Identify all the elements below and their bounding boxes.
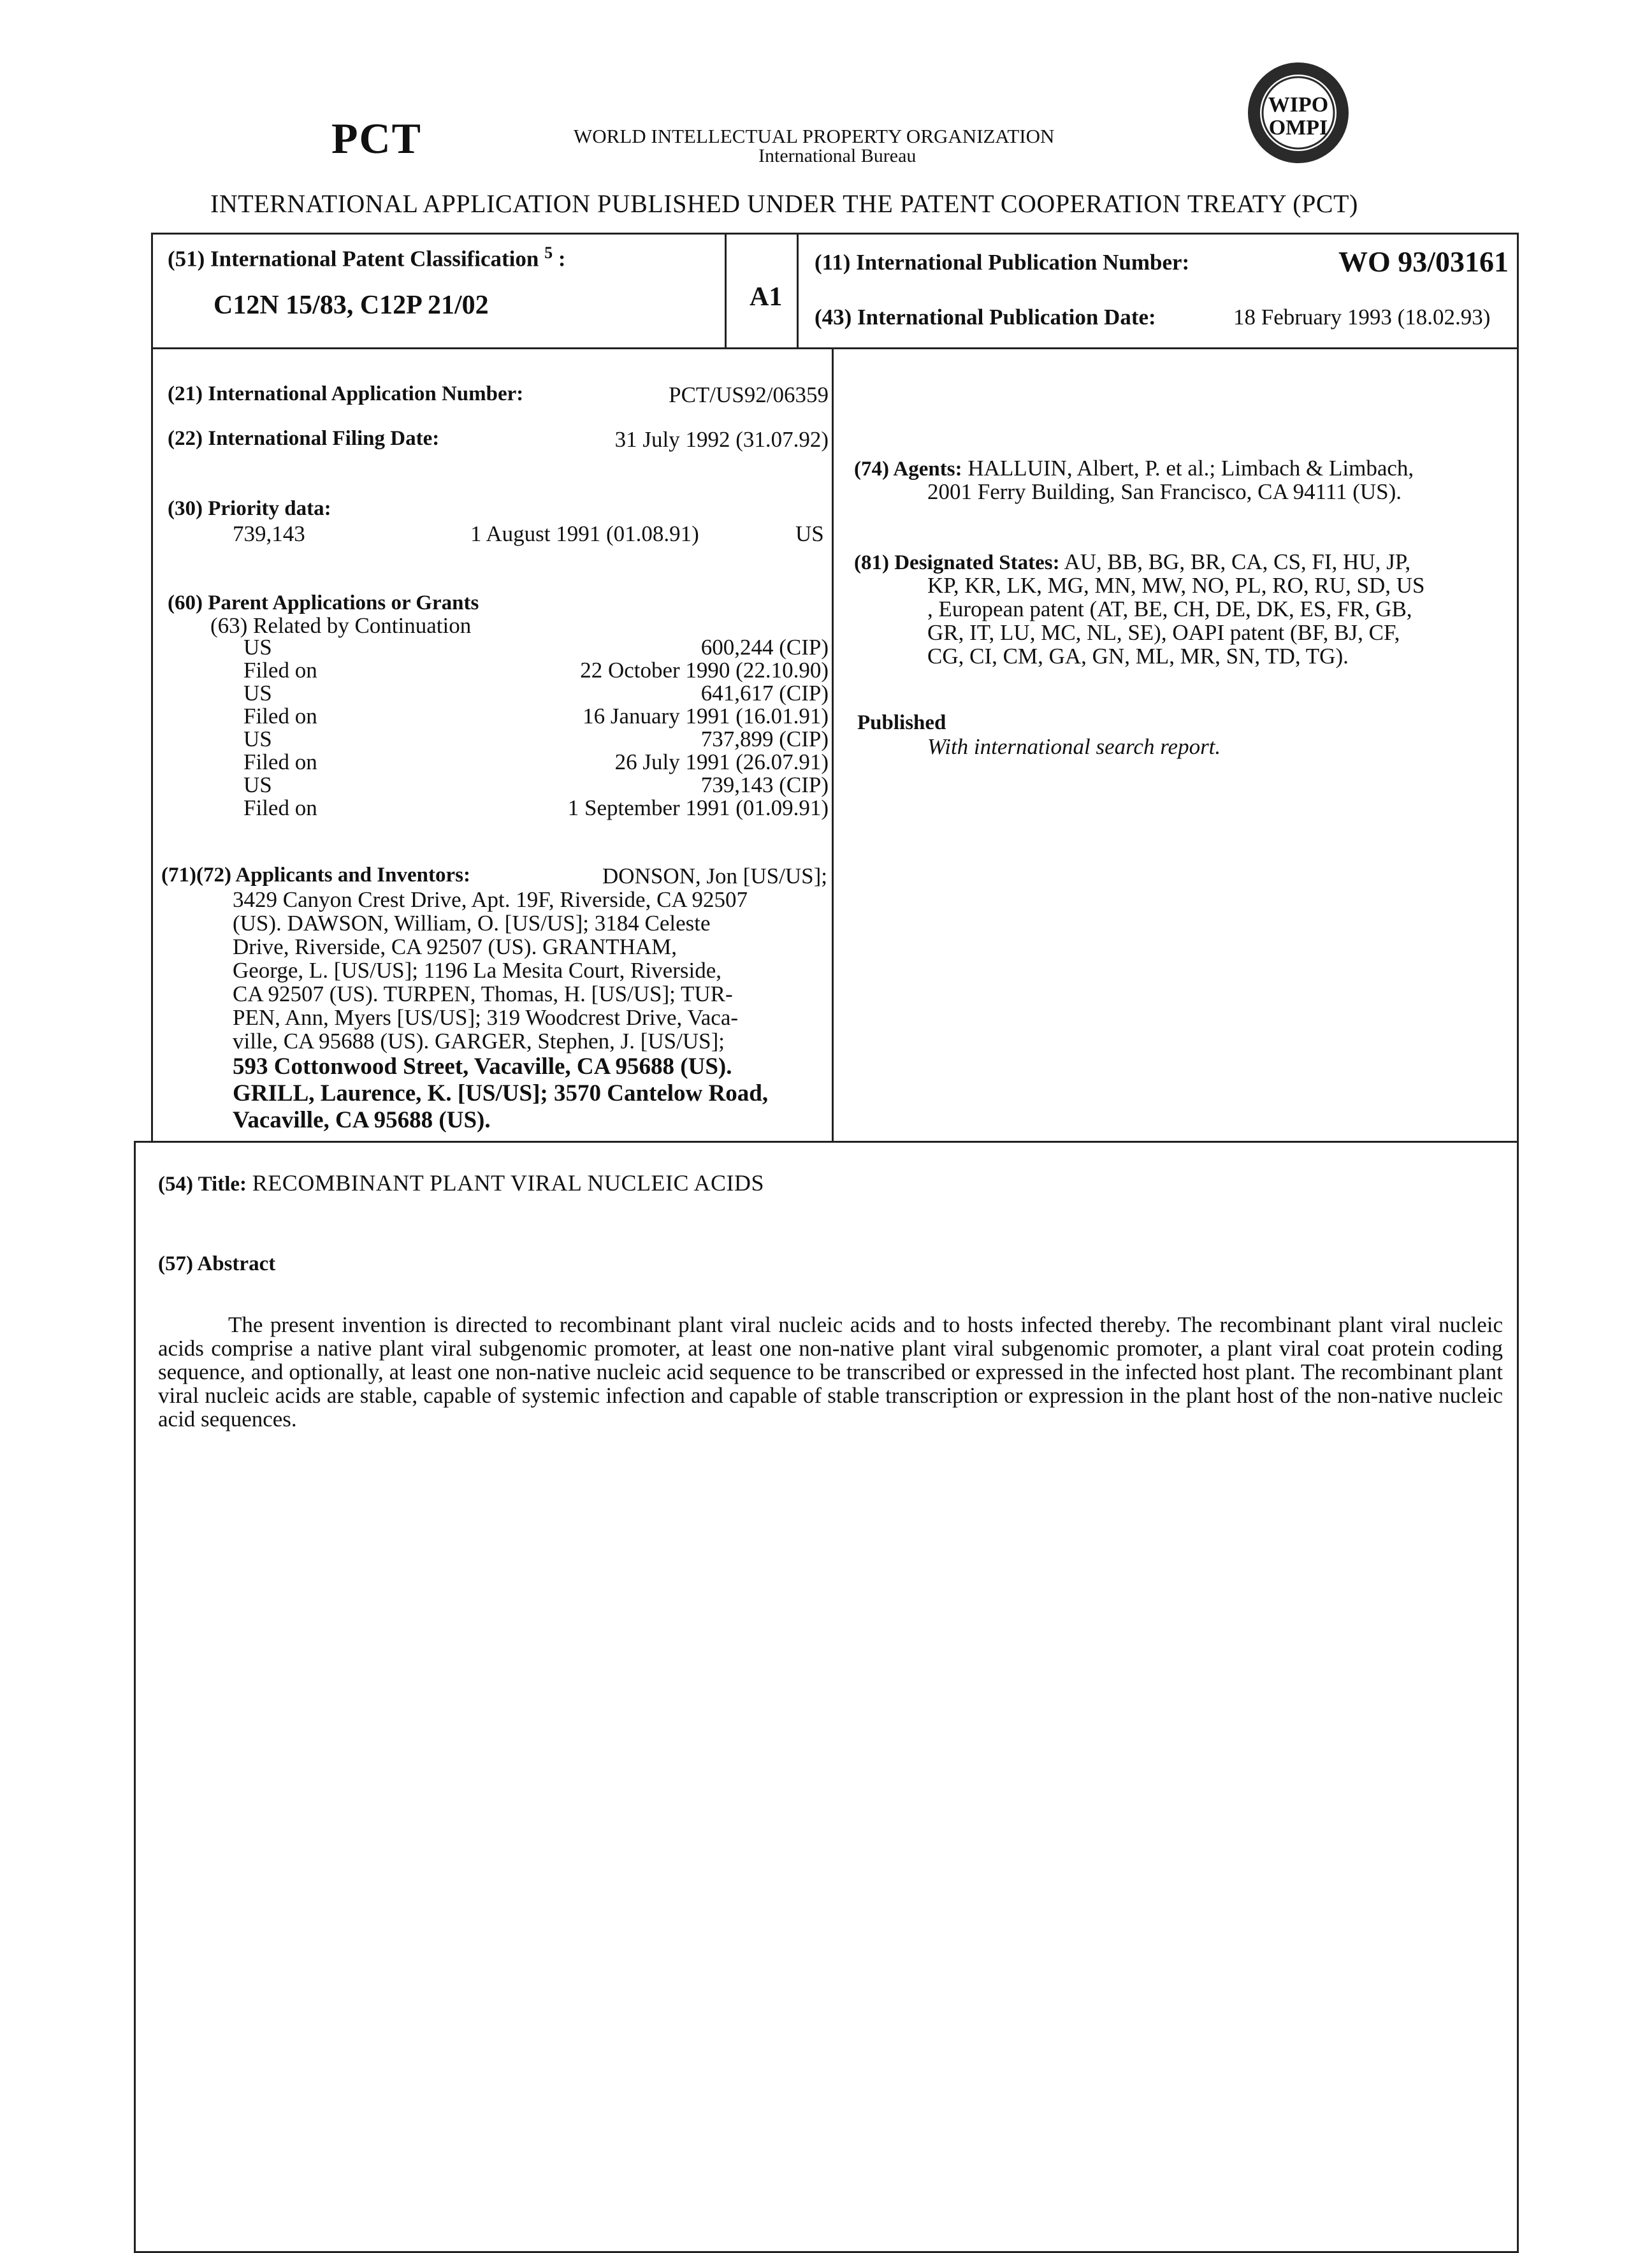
applicants-line: ville, CA 95688 (US). GARGER, Stephen, J. [US/US];	[233, 1029, 725, 1054]
classification-value: C12N 15/83, C12P 21/02	[214, 290, 489, 321]
parent-row-right: 1 September 1991 (01.09.91)	[510, 795, 829, 821]
parent-row-right: 22 October 1990 (22.10.90)	[510, 658, 829, 683]
logo-text-bottom: OMPI	[1269, 116, 1328, 140]
frame-middle-divider	[832, 347, 834, 1142]
applicants-line: 593 Cottonwood Street, Vacaville, CA 95688 (US).	[233, 1053, 732, 1080]
parent-row-left: US	[243, 772, 272, 798]
classification-label: (51) International Patent Classification 5 :	[168, 243, 565, 272]
parent-row-left: Filed on	[243, 704, 317, 729]
wipo-logo-icon	[1246, 61, 1351, 166]
application-number: PCT/US92/06359	[631, 382, 829, 408]
organization-name: WORLD INTELLECTUAL PROPERTY ORGANIZATION	[574, 125, 1054, 148]
published-note: With international search report.	[927, 734, 1221, 760]
publication-number: WO 93/03161	[1338, 245, 1509, 279]
publication-date-label: (43) International Publication Date:	[815, 305, 1156, 330]
parent-row-right: 600,244 (CIP)	[510, 635, 829, 660]
publication-number-label: (11) International Publication Number:	[815, 250, 1189, 275]
parent-row-left: US	[243, 727, 272, 752]
filing-date: 31 July 1992 (31.07.92)	[561, 427, 829, 453]
application-number-label: (21) International Application Number:	[168, 382, 523, 406]
published-label: Published	[857, 711, 946, 735]
kind-code: A1	[750, 282, 782, 312]
agents-line: 2001 Ferry Building, San Francisco, CA 94111 (US).	[927, 479, 1402, 505]
applicants-line: Drive, Riverside, CA 92507 (US). GRANTHAM,	[233, 934, 677, 960]
parent-row-left: Filed on	[243, 658, 317, 683]
frame-header-divider	[151, 347, 1518, 349]
invention-title: RECOMBINANT PLANT VIRAL NUCLEIC ACIDS	[252, 1170, 764, 1196]
applicants-first-line	[161, 864, 827, 889]
designated-line: AU, BB, BG, BR, CA, CS, FI, HU, JP,	[1064, 549, 1410, 574]
classification-edition: 5	[544, 243, 553, 262]
wipo-ompi-logo	[1246, 61, 1351, 166]
designated-line: CG, CI, CM, GA, GN, ML, MR, SN, TD, TG).	[927, 644, 1349, 669]
applicants-line: George, L. [US/US]; 1196 La Mesita Court, Riverside,	[233, 958, 721, 983]
international-bureau: International Bureau	[758, 145, 916, 167]
designated-line: , European patent (AT, BE, CH, DE, DK, ES, FR, GB,	[927, 597, 1412, 622]
parent-row-left: US	[243, 681, 272, 706]
applicants-line: GRILL, Laurence, K. [US/US]; 3570 Cantelow Road,	[233, 1080, 768, 1107]
priority-country: US	[795, 521, 824, 547]
publication-banner: INTERNATIONAL APPLICATION PUBLISHED UNDER THE PATENT COOPERATION TREATY (PCT)	[210, 189, 1358, 219]
abstract-label: (57) Abstract	[158, 1252, 275, 1276]
frame-top	[151, 233, 1518, 235]
parent-applications-label: (60) Parent Applications or Grants	[168, 591, 479, 615]
applicants-line: CA 92507 (US). TURPEN, Thomas, H. [US/US]; TUR-	[233, 982, 733, 1007]
parent-row-right: 739,143 (CIP)	[510, 772, 829, 798]
designated-line: KP, KR, LK, MG, MN, MW, NO, PL, RO, RU, SD, US	[927, 573, 1425, 598]
parent-row-right: 641,617 (CIP)	[510, 681, 829, 706]
frame-title-divider	[134, 1141, 1518, 1143]
applicants-line: PEN, Ann, Myers [US/US]; 319 Woodcrest Drive, Vaca-	[233, 1005, 738, 1031]
title-label: (54) Title:	[158, 1173, 247, 1196]
designated-label: (81) Designated States:	[854, 551, 1060, 574]
parent-row-right: 16 January 1991 (16.01.91)	[510, 704, 829, 729]
applicants-line: DONSON, Jon [US/US];	[602, 864, 827, 889]
frame-col-divider-1	[725, 233, 727, 349]
priority-number: 739,143	[233, 521, 305, 547]
frame-left-lower	[134, 1141, 136, 2253]
agents-label: (74) Agents:	[854, 458, 962, 481]
abstract-text: The present invention is directed to recombinant plant viral nucleic acids and to hosts infected thereby. The recombinant plant viral nucleic acids comprise a native plant viral subgenomic promoter, at least one non-native plant viral subgenomic promoter, a plant viral coat protein coding sequence, and optionally, at least one non-native nucleic acid sequence to be transcribed or expressed in the infected host plant. The recombinant plant viral nucleic acids are stable, capable of systemic infection and capable of stable transcription or expression in the plant host of the non-native nucleic acid sequences.	[158, 1313, 1503, 1431]
designated-first-line	[854, 549, 1410, 575]
applicants-line: 3429 Canyon Crest Drive, Apt. 19F, Riverside, CA 92507	[233, 887, 748, 913]
applicants-label: (71)(72) Applicants and Inventors:	[161, 864, 470, 889]
designated-line: GR, IT, LU, MC, NL, SE), OAPI patent (BF, BJ, CF,	[927, 620, 1400, 646]
publication-date: 18 February 1993 (18.02.93)	[1233, 305, 1490, 330]
agents-first-line	[854, 456, 1414, 481]
frame-col-divider-2	[797, 233, 799, 349]
applicants-line: (US). DAWSON, William, O. [US/US]; 3184 Celeste	[233, 911, 711, 936]
parent-row-right: 26 July 1991 (26.07.91)	[510, 750, 829, 775]
parent-row-left: Filed on	[243, 795, 317, 821]
frame-right	[1517, 233, 1519, 2253]
title-line	[158, 1170, 764, 1196]
parent-row-left: US	[243, 635, 272, 660]
priority-date: 1 August 1991 (01.08.91)	[470, 521, 699, 547]
priority-label: (30) Priority data:	[168, 497, 331, 521]
frame-left-upper	[151, 233, 153, 1142]
logo-text-top: WIPO	[1268, 93, 1328, 117]
parent-row-right: 737,899 (CIP)	[510, 727, 829, 752]
applicants-line: Vacaville, CA 95688 (US).	[233, 1106, 491, 1134]
filing-date-label: (22) International Filing Date:	[168, 427, 439, 451]
parent-row-left: Filed on	[243, 750, 317, 775]
related-by-continuation: (63) Related by Continuation	[210, 613, 471, 639]
pct-heading: PCT	[331, 113, 422, 164]
agents-line: HALLUIN, Albert, P. et al.; Limbach & Limbach,	[967, 456, 1414, 481]
